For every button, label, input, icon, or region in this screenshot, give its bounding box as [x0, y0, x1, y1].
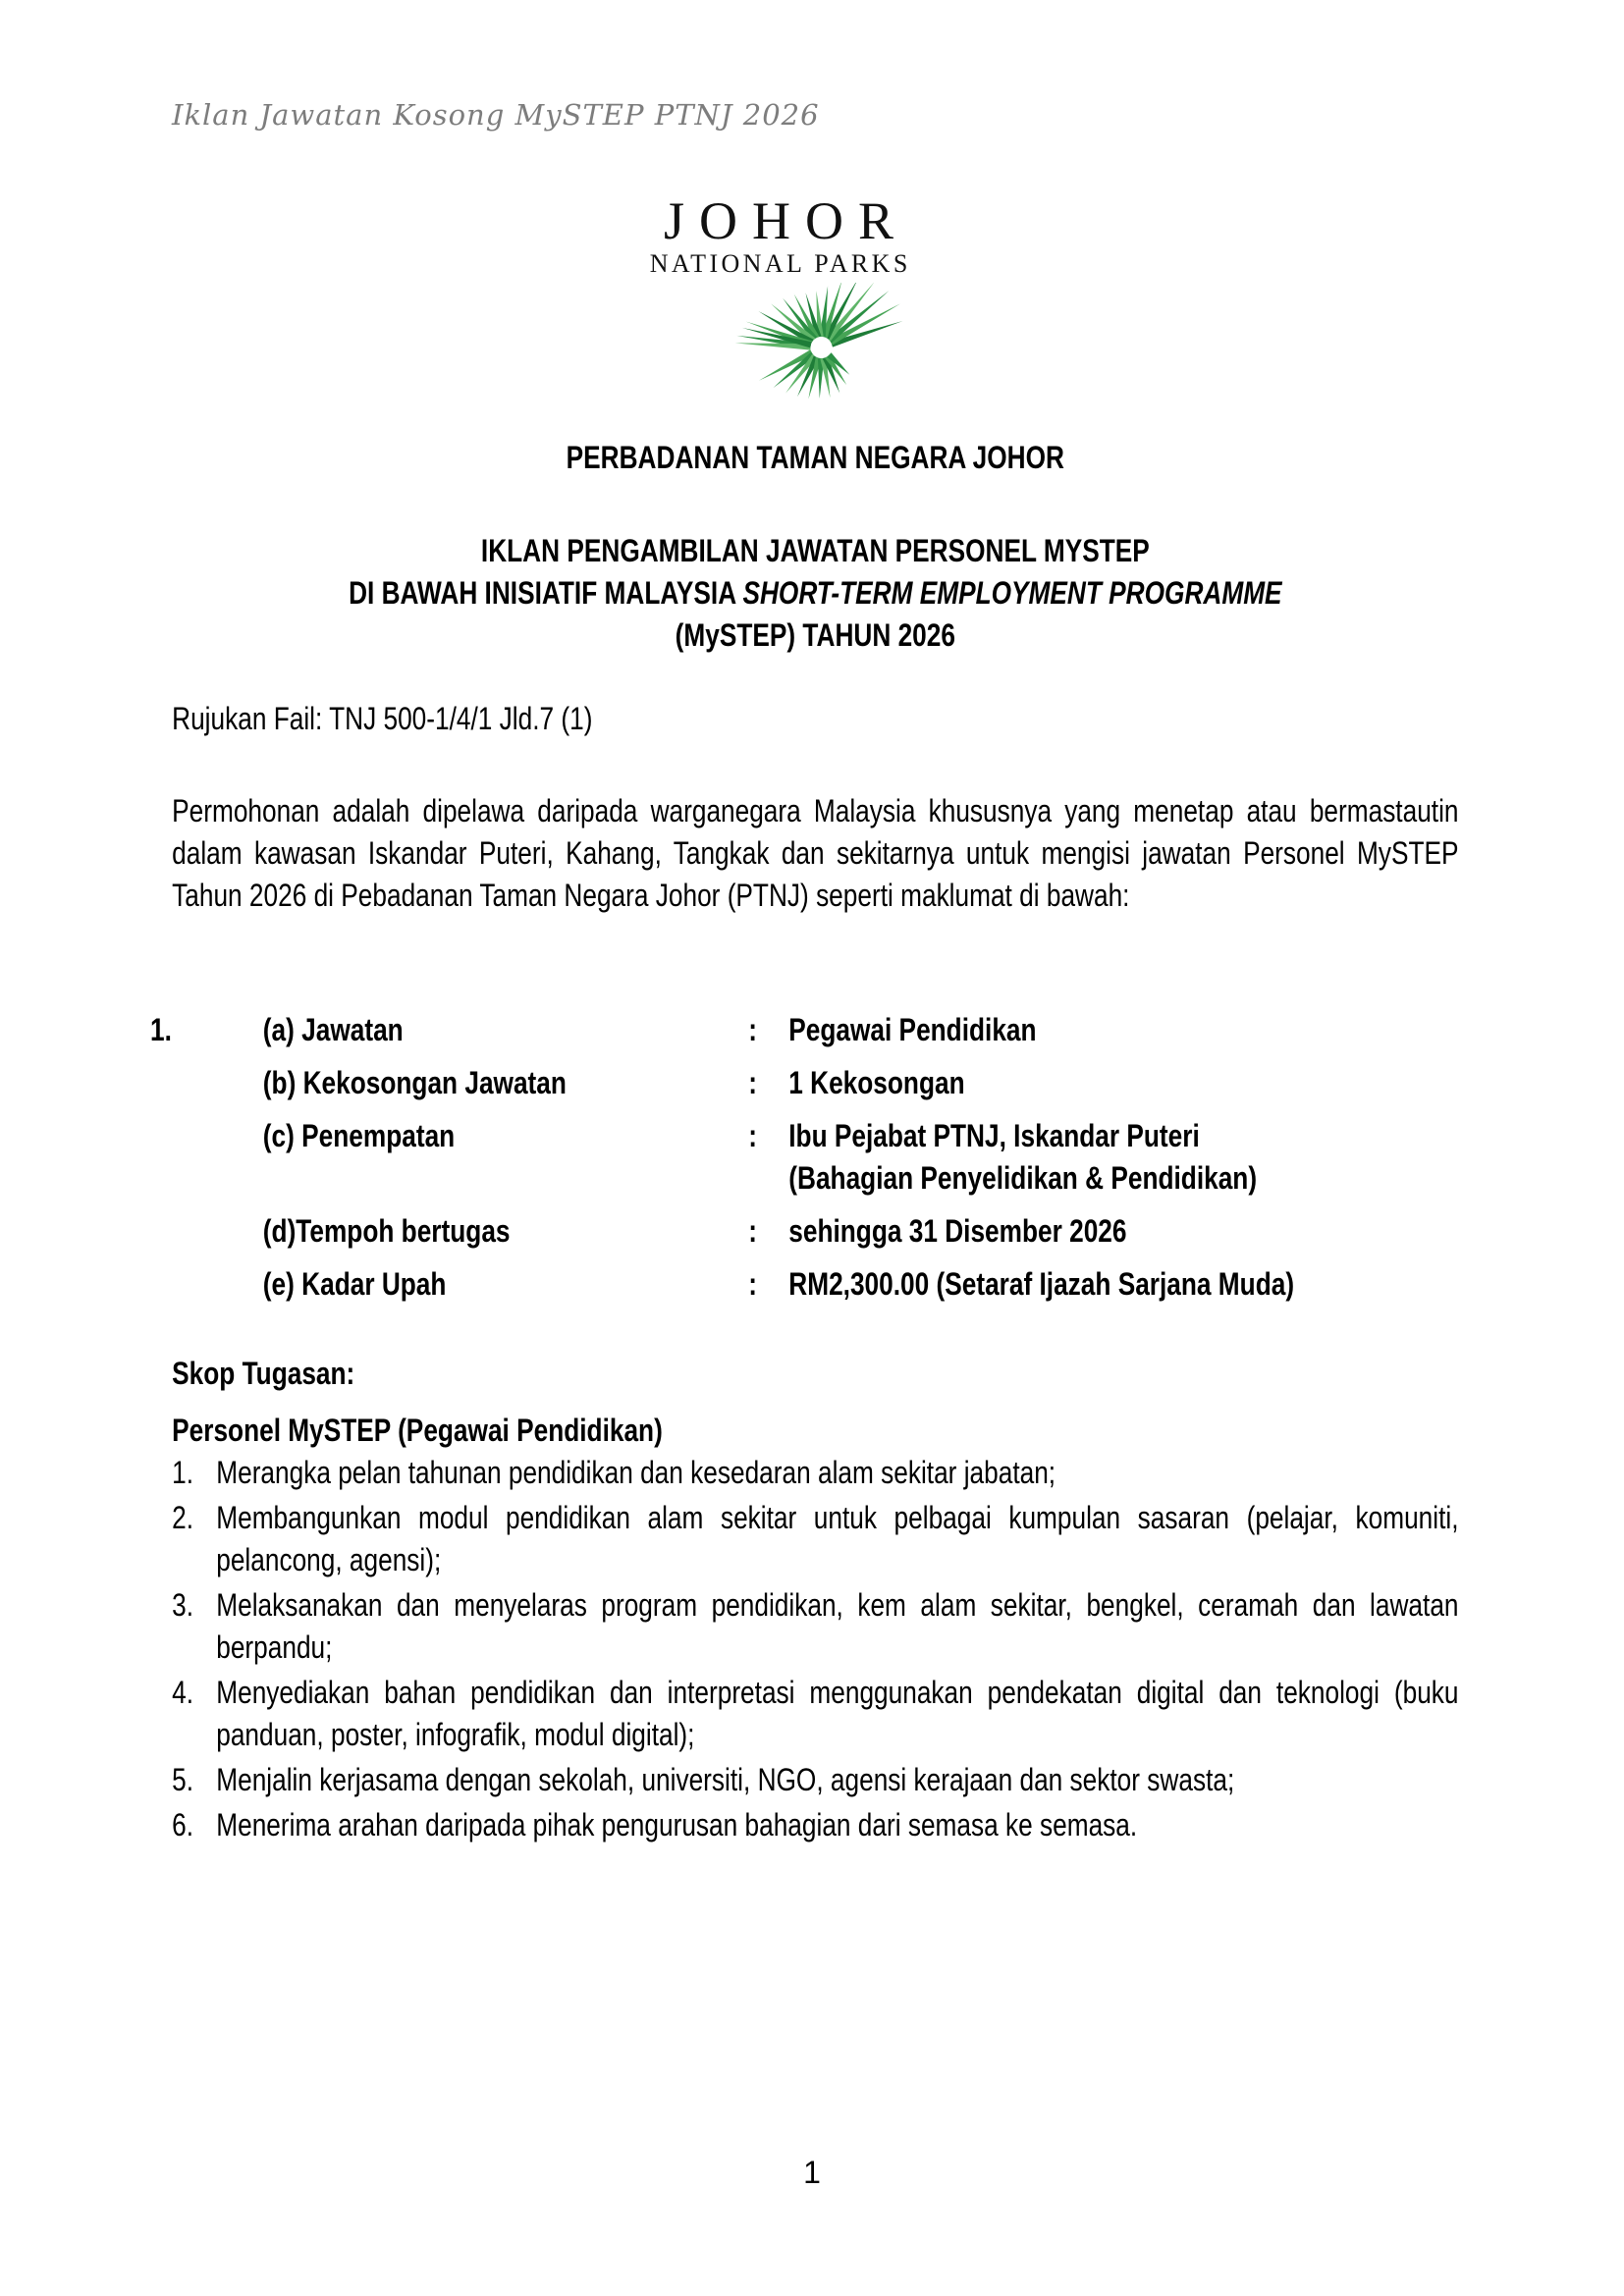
org-title: PERBADANAN TAMAN NEGARA JOHOR	[566, 440, 1064, 475]
task-number: 3.	[172, 1587, 194, 1623]
ad-title-line2	[172, 572, 1458, 614]
task-item	[172, 1452, 1458, 1494]
task-text: Menerima arahan daripada pihak pengurusan bahagian dari semasa ke semasa.	[216, 1807, 1138, 1842]
row-value: Pegawai Pendidikan	[788, 1012, 1037, 1047]
task-number: 4.	[172, 1675, 194, 1710]
row-value: RM2,300.00 (Setaraf Ijazah Sarjana Muda)	[788, 1266, 1295, 1302]
task-item	[172, 1759, 1458, 1801]
row-label: (c) Penempatan	[262, 1118, 456, 1153]
position-row	[150, 1115, 1459, 1200]
position-row	[150, 1210, 1459, 1253]
intro-paragraph: Permohonan adalah dipelawa daripada warganegara Malaysia khususnya yang menetap atau bermastautin dalam kawasan Iskandar Puteri, Kahang, Tangkak dan sekitarnya untuk mengisi jawatan Personel MySTEP Tahun 2026 di Pebadanan Taman Negara Johor (PTNJ) seperti maklumat di bawah:	[172, 793, 1459, 913]
position-row	[150, 1062, 1459, 1104]
row-value: sehingga 31 Disember 2026	[788, 1213, 1127, 1249]
row-separator: :	[748, 1012, 757, 1047]
task-text: Merangka pelan tahunan pendidikan dan kesedaran alam sekitar jabatan;	[216, 1455, 1056, 1490]
task-text: Membangunkan modul pendidikan alam sekitar untuk pelbagai kumpulan sasaran (pelajar, komuniti, pelancong, agensi);	[216, 1500, 1459, 1577]
position-details-table	[150, 1009, 1459, 1306]
ad-title-line1: IKLAN PENGAMBILAN JAWATAN PERSONEL MYSTEP	[480, 533, 1150, 568]
file-reference: Rujukan Fail: TNJ 500-1/4/1 Jld.7 (1)	[172, 701, 593, 736]
task-item	[172, 1584, 1458, 1669]
row-label: (e) Kadar Upah	[262, 1266, 447, 1302]
ad-title	[172, 530, 1458, 657]
ad-title-line2-prefix: DI BAWAH INISIATIF MALAYSIA	[349, 575, 743, 611]
document-body	[150, 437, 1459, 1849]
task-item	[172, 1672, 1458, 1756]
ad-title-line3: (MySTEP) TAHUN 2026	[675, 617, 955, 653]
task-number: 1.	[172, 1455, 194, 1490]
row-value-line2: (Bahagian Penyelidikan & Pendidikan)	[788, 1160, 1258, 1196]
johor-national-parks-logo	[649, 191, 911, 278]
position-row	[150, 1009, 1459, 1051]
row-value-line1: Ibu Pejabat PTNJ, Iskandar Puteri	[788, 1118, 1200, 1153]
page-number: 1	[803, 2155, 821, 2190]
task-item	[172, 1497, 1458, 1581]
task-number: 2.	[172, 1500, 194, 1535]
item-number: 1.	[150, 1012, 172, 1047]
task-item	[172, 1804, 1458, 1846]
row-label: (a) Jawatan	[262, 1012, 404, 1047]
task-list	[172, 1452, 1458, 1846]
running-header: Iklan Jawatan Kosong MySTEP PTNJ 2026	[172, 98, 820, 132]
task-text: Melaksanakan dan menyelaras program pendidikan, kem alam sekitar, bengkel, ceramah dan lawatan berpandu;	[216, 1587, 1459, 1665]
row-value: 1 Kekosongan	[788, 1065, 965, 1100]
position-row	[150, 1263, 1459, 1306]
row-separator: :	[748, 1118, 757, 1153]
row-separator: :	[748, 1266, 757, 1302]
task-number: 6.	[172, 1807, 194, 1842]
scope-subheading: Personel MySTEP (Pegawai Pendidikan)	[172, 1413, 663, 1448]
logo-subtitle: NATIONAL PARKS	[649, 249, 911, 278]
logo-wordmark: JOHOR	[663, 191, 909, 250]
task-number: 5.	[172, 1762, 194, 1797]
scope-heading: Skop Tugasan:	[172, 1356, 355, 1391]
ad-title-line2-programme: SHORT-TERM EMPLOYMENT PROGRAMME	[742, 575, 1282, 611]
row-value	[788, 1115, 1458, 1200]
row-separator: :	[748, 1065, 757, 1100]
task-text: Menyediakan bahan pendidikan dan interpretasi menggunakan pendekatan digital dan teknologi (buku panduan, poster, infografik, modul digital);	[216, 1675, 1459, 1752]
row-label: (d)Tempoh bertugas	[262, 1213, 511, 1249]
row-separator: :	[748, 1213, 757, 1249]
row-label: (b) Kekosongan Jawatan	[262, 1065, 567, 1100]
palm-leaf-icon	[722, 283, 903, 407]
task-text: Menjalin kerjasama dengan sekolah, universiti, NGO, agensi kerajaan dan sektor swasta;	[216, 1762, 1235, 1797]
